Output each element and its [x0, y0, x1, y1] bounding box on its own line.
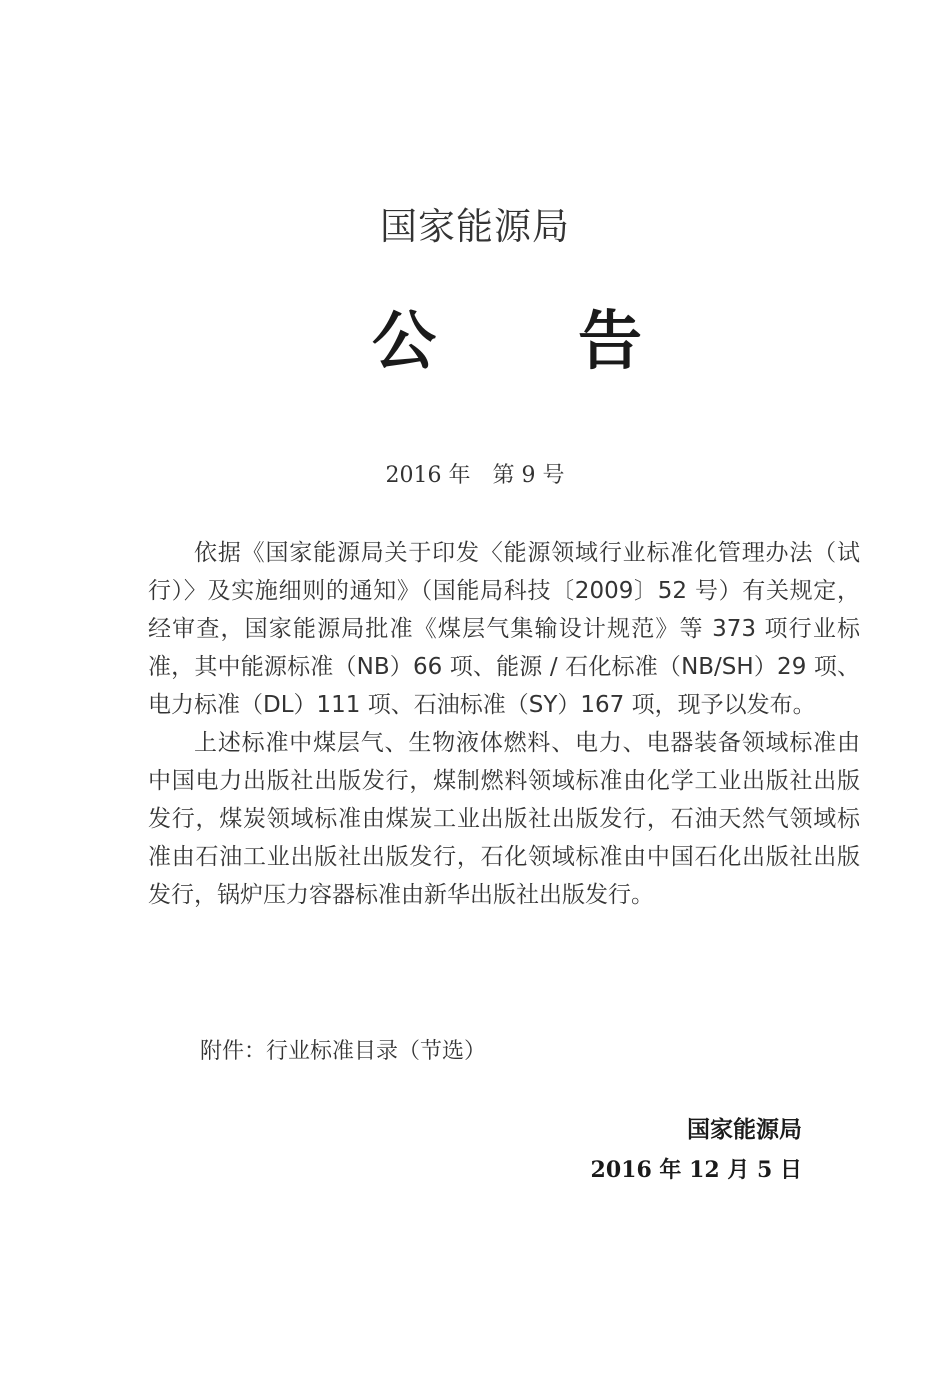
signature-block: [591, 1112, 802, 1190]
body-paragraph-2: 上述标准中煤层气、生物液体燃料、电力、电器装备领域标准由中国电力出版社出版发行，煤制燃料领域标准由化学工业出版社出版发行，煤炭领域标准由煤炭工业出版社出版发行，石油天然气领域标准由石油工业出版社出版发行，石化领域标准由中国石化出版社出版发行，锅炉压力容器标准由新华出版社出版发行。: [148, 730, 860, 908]
announcement-body: [148, 534, 860, 914]
signature-date: 2016 年 12 月 5 日: [590, 1157, 802, 1183]
title-char-2: 告: [578, 305, 642, 379]
title-char-1: 公: [372, 305, 436, 379]
attachment-note: 附件：行业标准目录（节选）: [200, 1039, 487, 1064]
document-number: 2016 年 第 9 号: [385, 463, 565, 488]
body-paragraph-1: 依据《国家能源局关于印发〈能源领域行业标准化管理办法（试行）〉及实施细则的通知》（国能局科技〔2009〕52 号）有关规定，经审查，国家能源局批准《煤层气集输设计规范》等 373 项行业标准，其中能源标准（NB）66 项、能源 / 石化标准（NB/SH）29 项、电力标准（DL）111 项、石油标准（SY）167 项，现予以发布。: [148, 540, 860, 718]
announcement-title: [372, 290, 642, 382]
signature-org: 国家能源局: [687, 1117, 802, 1143]
issuer-name: 国家能源局: [380, 205, 570, 248]
